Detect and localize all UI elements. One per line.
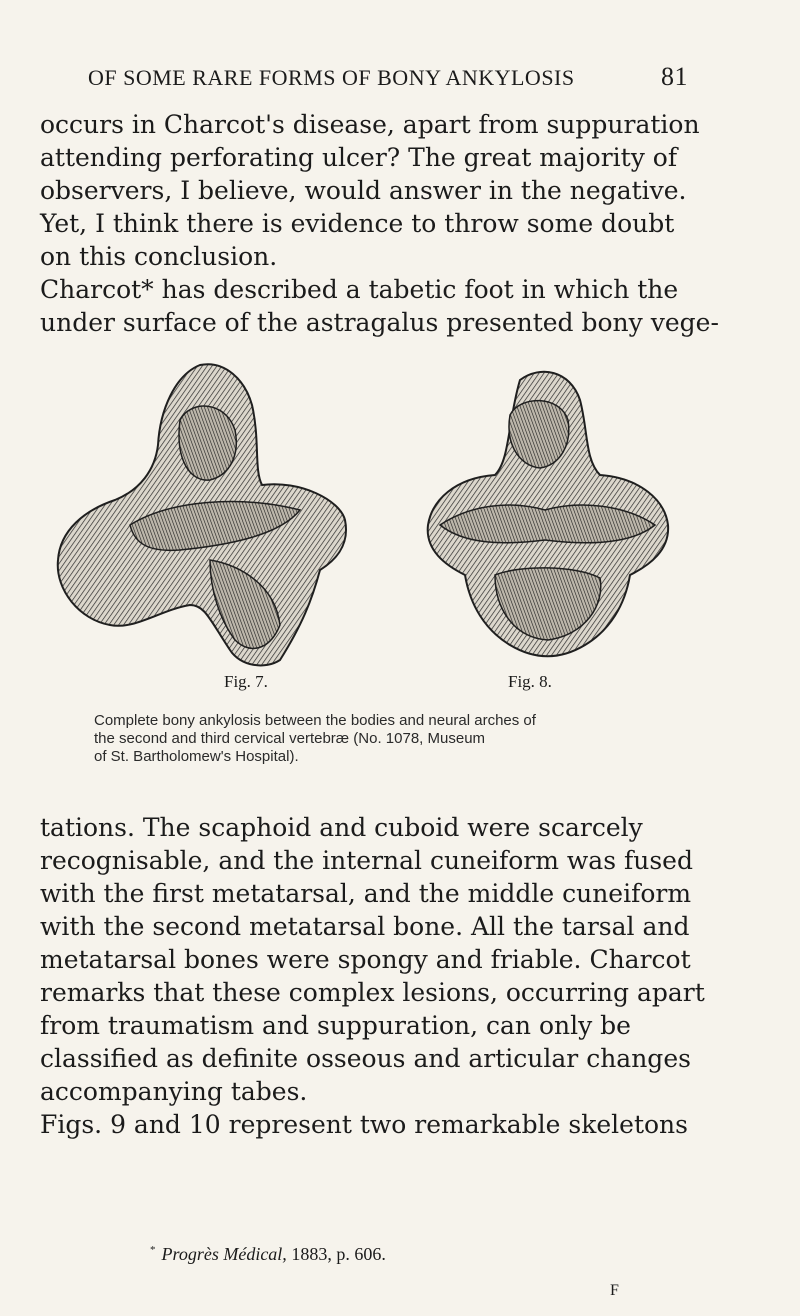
fig-8-label: Fig. 8.	[508, 672, 552, 691]
text-line: metatarsal bones were spongy and friable. Charcot	[40, 945, 691, 974]
running-title: OF SOME RARE FORMS OF BONY ANKYLOSIS	[88, 65, 575, 90]
bottom-paragraph	[40, 811, 740, 1141]
footnote-details: 1883, p. 606.	[291, 1244, 386, 1264]
page-number: 81	[661, 62, 688, 91]
text-line: classified as definite osseous and articular changes	[40, 1044, 691, 1073]
footnote-symbol: *	[150, 1244, 156, 1256]
text-line: recognisable, and the internal cuneiform was fused	[40, 846, 693, 875]
caption-line: the second and third cervical vertebræ (No. 1078, Museum	[94, 730, 486, 747]
top-paragraph	[40, 108, 740, 339]
text-line: on this conclusion.	[40, 242, 278, 271]
text-line: Charcot* has described a tabetic foot in which the	[40, 275, 679, 304]
printer-signature: F	[610, 1282, 619, 1299]
footnote-source: Progrès Médical,	[161, 1244, 287, 1264]
text-line: occurs in Charcot's disease, apart from suppuration	[40, 110, 700, 139]
text-line: accompanying tabes.	[40, 1077, 308, 1106]
text-line: under surface of the astragalus presented bony vege-	[40, 308, 719, 337]
text-line: remarks that these complex lesions, occurring apart	[40, 978, 705, 1007]
text-line: Figs. 9 and 10 represent two remarkable skeletons	[40, 1110, 688, 1139]
text-line: with the first metatarsal, and the middle cuneiform	[40, 879, 692, 908]
text-line: tations. The scaphoid and cuboid were scarcely	[40, 813, 643, 842]
fig-7-label: Fig. 7.	[224, 672, 268, 691]
running-header	[88, 62, 688, 92]
text-line: observers, I believe, would answer in the negative.	[40, 176, 687, 205]
vertebrae-illustration	[40, 360, 740, 670]
text-line: with the second metatarsal bone. All the tarsal and	[40, 912, 690, 941]
text-line: attending perforating ulcer? The great majority of	[40, 143, 678, 172]
fig-7-vertebra-drawing	[58, 364, 346, 665]
caption-line: of St. Bartholomew's Hospital).	[94, 748, 299, 765]
text-line: Yet, I think there is evidence to throw some doubt	[40, 209, 675, 238]
text-line: from traumatism and suppuration, can only be	[40, 1011, 631, 1040]
figure-caption	[94, 712, 734, 766]
footnote	[150, 1244, 386, 1265]
fig-8-vertebra-drawing	[428, 372, 668, 656]
caption-line: Complete bony ankylosis between the bodies and neural arches of	[94, 712, 536, 729]
